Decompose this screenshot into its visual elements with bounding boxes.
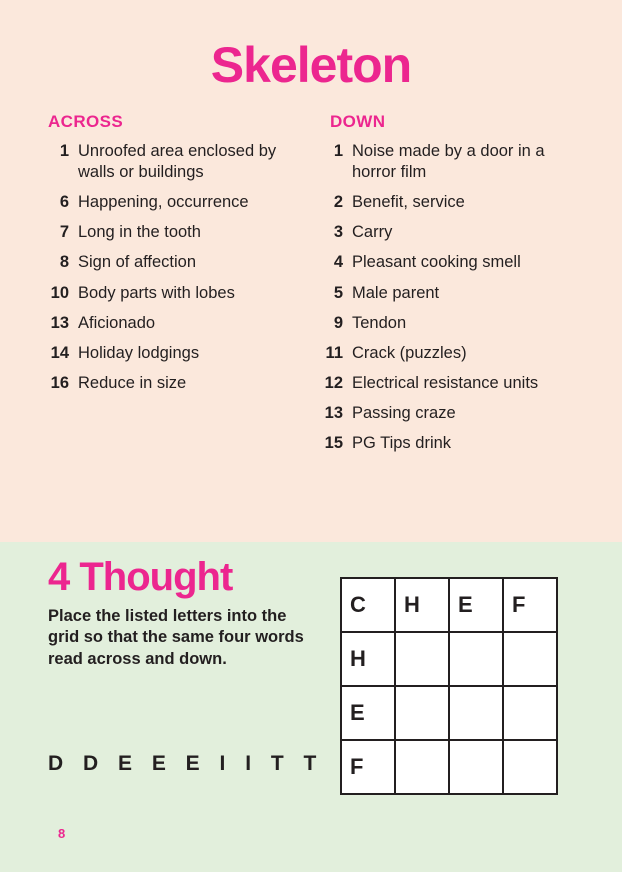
clue-columns xyxy=(0,90,622,463)
grid-cell[interactable] xyxy=(503,740,557,794)
four-thought-title: 4 Thought xyxy=(48,555,233,599)
clue-number: 4 xyxy=(333,253,343,272)
clue-number: 12 xyxy=(324,373,343,392)
clue-number: 16 xyxy=(50,373,69,392)
clue-text: Holiday lodgings xyxy=(78,343,200,362)
list-item xyxy=(322,403,574,424)
grid-cell[interactable]: E xyxy=(449,578,503,632)
clue-text: Long in the tooth xyxy=(78,223,201,242)
list-item xyxy=(48,313,300,334)
grid-cell[interactable] xyxy=(503,632,557,686)
list-item xyxy=(322,373,574,394)
clue-text: PG Tips drink xyxy=(352,434,452,453)
list-item xyxy=(322,192,574,213)
page-title: Skeleton xyxy=(210,37,412,93)
clue-number: 1 xyxy=(333,142,343,160)
clue-number: 14 xyxy=(50,343,69,362)
down-heading: DOWN xyxy=(330,112,386,131)
four-thought-instructions: Place the listed letters into the grid so that the same four words read across and down. xyxy=(48,607,304,668)
clue-text: Male parent xyxy=(352,283,440,302)
four-thought-section xyxy=(0,542,622,872)
four-thought-grid xyxy=(340,577,558,795)
list-item xyxy=(322,252,574,273)
list-item xyxy=(322,343,574,364)
table-row xyxy=(341,740,557,794)
clue-number: 7 xyxy=(59,223,69,242)
grid-cell[interactable] xyxy=(395,740,449,794)
clue-number: 3 xyxy=(333,223,343,242)
grid-cell[interactable] xyxy=(449,632,503,686)
list-item xyxy=(322,313,574,334)
grid-cell[interactable] xyxy=(503,686,557,740)
across-column xyxy=(48,112,300,463)
clue-text: Electrical resistance units xyxy=(352,373,539,392)
clue-text: Aficionado xyxy=(78,313,156,332)
table-row xyxy=(341,686,557,740)
clue-number: 5 xyxy=(333,283,343,302)
down-column xyxy=(322,112,574,463)
grid-cell[interactable]: C xyxy=(341,578,395,632)
four-thought-text-block xyxy=(48,556,338,670)
clue-text: Happening, occurrence xyxy=(78,193,249,212)
list-item xyxy=(48,141,300,183)
clue-number: 8 xyxy=(59,253,69,272)
grid-cell[interactable]: H xyxy=(395,578,449,632)
grid-cell[interactable] xyxy=(395,632,449,686)
clue-number: 11 xyxy=(325,343,343,362)
clue-text: Body parts with lobes xyxy=(78,283,235,302)
grid-cell[interactable] xyxy=(395,686,449,740)
table-row xyxy=(341,578,557,632)
list-item xyxy=(322,141,574,183)
grid-cell[interactable]: F xyxy=(503,578,557,632)
down-clue-list xyxy=(322,141,574,454)
clue-number: 6 xyxy=(59,193,69,212)
clue-number: 1 xyxy=(59,142,69,160)
clue-text: Noise made by a door in a horror film xyxy=(352,142,545,182)
list-item xyxy=(322,433,574,454)
grid-cell[interactable]: F xyxy=(341,740,395,794)
list-item xyxy=(322,222,574,243)
page-number: 8 xyxy=(58,826,66,841)
clue-text: Reduce in size xyxy=(78,373,187,392)
table-row xyxy=(341,632,557,686)
clue-text: Passing craze xyxy=(352,403,456,422)
clue-text: Sign of affection xyxy=(78,253,197,272)
across-heading: ACROSS xyxy=(48,112,124,131)
clue-text: Crack (puzzles) xyxy=(352,343,467,362)
clue-number: 10 xyxy=(50,283,69,302)
grid-cell[interactable]: E xyxy=(341,686,395,740)
clue-number: 15 xyxy=(324,434,343,453)
grid-cell[interactable] xyxy=(449,740,503,794)
clue-text: Carry xyxy=(352,223,393,242)
clue-text: Tendon xyxy=(352,313,407,332)
clue-number: 13 xyxy=(324,403,343,422)
clue-text: Benefit, service xyxy=(352,193,465,212)
list-item xyxy=(48,222,300,243)
list-item xyxy=(322,283,574,304)
list-item xyxy=(48,343,300,364)
clue-number: 9 xyxy=(333,313,343,332)
letter-bank: D D E E E I I T T xyxy=(48,752,324,775)
grid-cell[interactable] xyxy=(449,686,503,740)
clue-text: Unroofed area enclosed by walls or buildings xyxy=(78,142,277,182)
list-item xyxy=(48,192,300,213)
list-item xyxy=(48,373,300,394)
clue-text: Pleasant cooking smell xyxy=(352,253,521,272)
grid-cell[interactable]: H xyxy=(341,632,395,686)
clue-number: 13 xyxy=(50,313,69,332)
across-clue-list xyxy=(48,141,300,394)
list-item xyxy=(48,283,300,304)
list-item xyxy=(48,252,300,273)
clue-number: 2 xyxy=(333,193,343,212)
